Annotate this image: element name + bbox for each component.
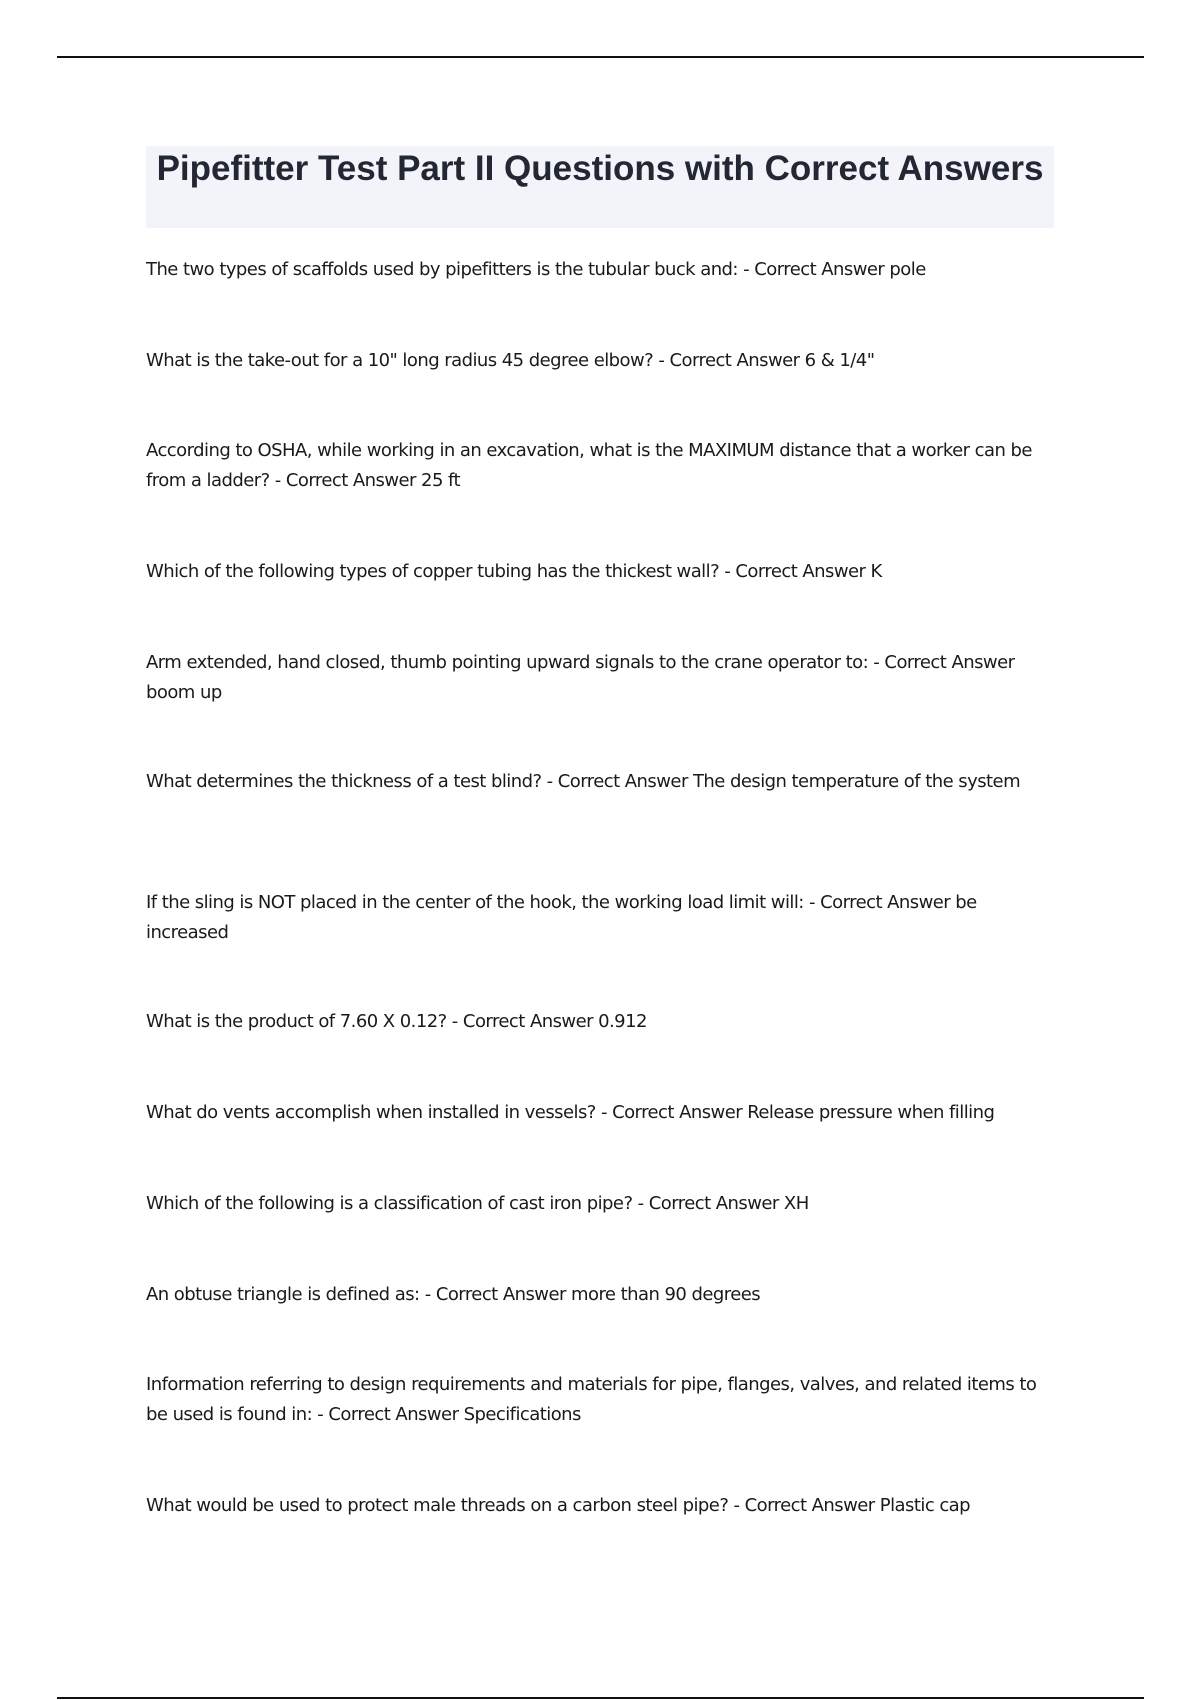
qa-item-6: What determines the thickness of a test blind? - Correct Answer The design temperature of the system: [146, 771, 1021, 792]
qa-item-5: Arm extended, hand closed, thumb pointing upward signals to the crane operator to: - Correct Answer boom up: [146, 652, 1015, 703]
document-title: Pipefitter Test Part II Questions with Correct Answers: [156, 149, 1044, 188]
qa-item-3: According to OSHA, while working in an excavation, what is the MAXIMUM distance that a worker can be from a ladder? - Correct Answer 25 ft: [146, 440, 1032, 491]
qa-item-10: Which of the following is a classification of cast iron pipe? - Correct Answer XH: [146, 1193, 809, 1214]
qa-item-13: What would be used to protect male threads on a carbon steel pipe? - Correct Answer Plastic cap: [146, 1495, 971, 1516]
qa-item-9: What do vents accomplish when installed in vessels? - Correct Answer Release pressure when filling: [146, 1102, 995, 1123]
footer-rule: [57, 1697, 1144, 1699]
qa-item-4: Which of the following types of copper tubing has the thickest wall? - Correct Answer K: [146, 561, 882, 582]
header-rule: [57, 56, 1144, 58]
qa-item-8: What is the product of 7.60 X 0.12? - Correct Answer 0.912: [146, 1011, 647, 1032]
qa-item-7: If the sling is NOT placed in the center of the hook, the working load limit will: - Correct Answer be increased: [146, 892, 977, 943]
qa-item-1: The two types of scaffolds used by pipefitters is the tubular buck and: - Correct Answer pole: [146, 259, 926, 280]
qa-item-12: Information referring to design requirements and materials for pipe, flanges, valves, and related items to be used is found in: - Correct Answer Specifications: [146, 1374, 1037, 1425]
title-banner: [146, 146, 1054, 228]
qa-item-2: What is the take-out for a 10" long radius 45 degree elbow? - Correct Answer 6 & 1/4": [146, 350, 875, 371]
qa-item-11: An obtuse triangle is defined as: - Correct Answer more than 90 degrees: [146, 1284, 761, 1305]
